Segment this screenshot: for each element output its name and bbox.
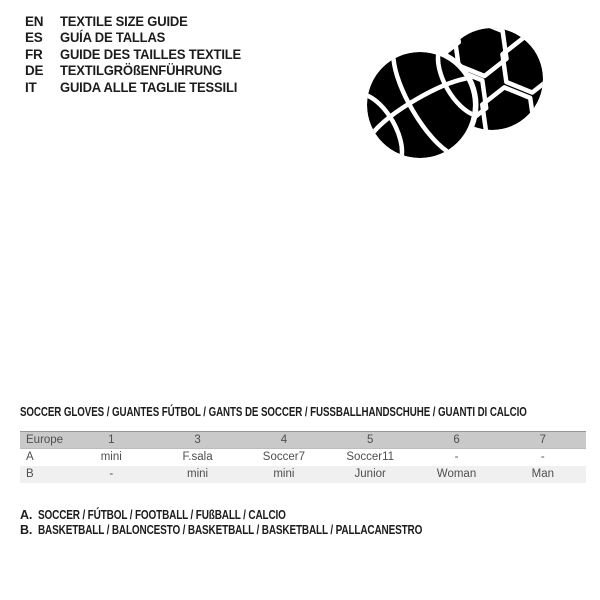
legend-notes <box>20 508 518 537</box>
size-cell: Woman <box>436 468 477 480</box>
row-label: B <box>26 468 34 480</box>
language-label: TEXTILGRÖßENFÜHRUNG <box>60 62 223 79</box>
header-cell-size: 7 <box>500 432 586 449</box>
size-table-row-a <box>20 449 586 467</box>
language-row-es <box>25 29 255 45</box>
size-table <box>20 431 586 483</box>
legend-key: A. <box>20 508 33 522</box>
language-code: ES <box>25 30 43 46</box>
header-cell-region: Europe <box>20 432 68 449</box>
language-row-fr <box>25 46 255 62</box>
language-label: GUIDA ALLE TAGLIE TESSILI <box>60 78 238 95</box>
language-label: TEXTILE SIZE GUIDE <box>60 13 188 29</box>
language-label: GUÍA DE TALLAS <box>60 29 166 46</box>
language-row-it <box>25 79 255 95</box>
size-cell: F.sala <box>182 451 213 463</box>
language-label: GUIDE DES TAILLES TEXTILE <box>60 45 242 62</box>
size-cell: mini <box>187 468 209 480</box>
legend-text: BASKETBALL / BALONCESTO / BASKETBALL / BASKETBALL / PALLACANESTRO <box>38 522 423 537</box>
legend-text: SOCCER / FÚTBOL / FOOTBALL / FUßBALL / CALCIO <box>38 508 286 522</box>
header-cell-size: 6 <box>413 432 499 449</box>
language-code: EN <box>25 14 44 29</box>
size-cell: - <box>109 468 114 480</box>
header-cell-size: 1 <box>68 432 154 449</box>
size-cell: Junior <box>354 468 386 480</box>
language-row-de <box>25 62 255 78</box>
language-code: DE <box>25 63 44 79</box>
language-title-list <box>25 13 255 95</box>
size-table-section <box>20 405 586 483</box>
language-code: IT <box>25 79 37 95</box>
header-cell-size: 3 <box>154 432 240 449</box>
size-cell: Man <box>531 468 555 480</box>
size-cell: Soccer11 <box>346 451 395 463</box>
legend-row-b <box>20 523 518 538</box>
size-cell: mini <box>100 451 122 463</box>
basketball-and-soccer-ball-icon <box>355 20 555 170</box>
legend-key: B. <box>20 522 33 537</box>
language-row-en <box>25 13 255 29</box>
size-cell: Soccer7 <box>262 451 305 463</box>
header-cell-size: 5 <box>327 432 413 449</box>
size-cell: - <box>454 451 459 463</box>
size-table-header-row <box>20 432 586 449</box>
header-cell-size: 4 <box>241 432 327 449</box>
language-code: FR <box>25 46 43 62</box>
size-table-title: SOCCER GLOVES / GUANTES FÚTBOL / GANTS DE SOCCER / FUSSBALLHANDSCHUHE / GUANTI DI CALCIO <box>20 404 527 419</box>
legend-row-a <box>20 508 518 523</box>
size-table-row-b <box>20 466 586 483</box>
size-cell: mini <box>273 468 295 480</box>
size-cell: - <box>540 451 545 463</box>
row-label: A <box>26 451 34 463</box>
